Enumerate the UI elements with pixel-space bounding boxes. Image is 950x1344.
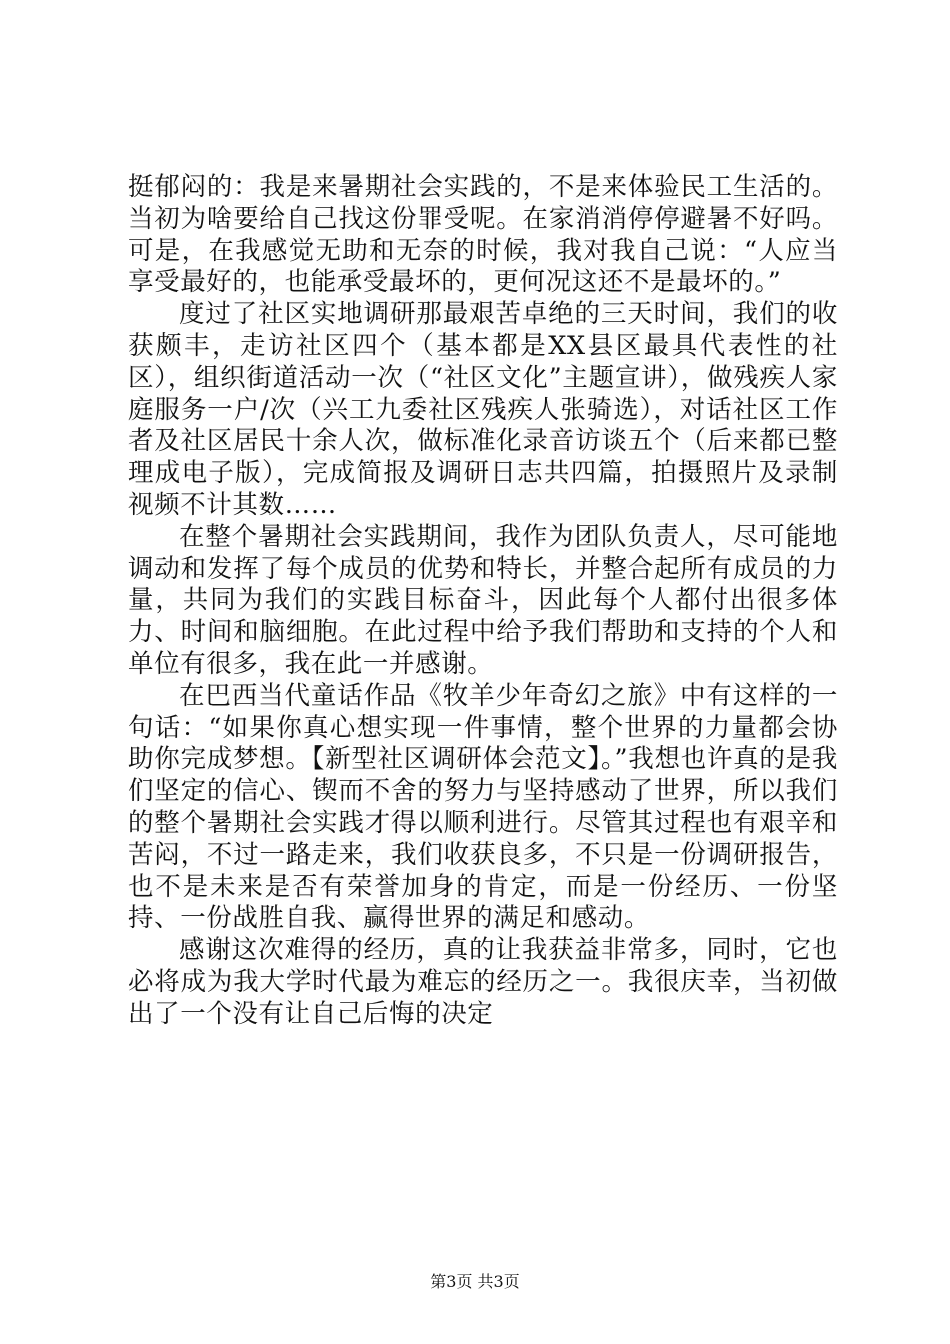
page-number-footer: 第3页 共3页: [430, 1272, 520, 1291]
paragraph-continuation: 挺郁闷的：我是来暑期社会实践的，不是来体验民工生活的。当初为啥要给自己找这份罪受呢。在家消消停停避暑不好吗。可是，在我感觉无助和无奈的时候，我对我自己说：“人应当享受最好的，也能承受最坏的，更何况这还不是最坏的。”: [128, 172, 838, 298]
paragraph-quote-reflection: 在巴西当代童话作品《牧羊少年奇幻之旅》中有这样的一句话：“如果你真心想实现一件事情，整个世界的力量都会协助你完成梦想。【新型社区调研体会范文】。”我想也许真的是我们坚定的信心、锲而不舍的努力与坚持感动了世界，所以我们的整个暑期社会实践才得以顺利进行。尽管其过程也有艰辛和苦闷，不过一路走来，我们收获良多，不只是一份调研报告，也不是未来是否有荣誉加身的肯定，而是一份经历、一份坚持、一份战胜自我、赢得世界的满足和感动。: [128, 680, 838, 934]
document-body: [128, 172, 838, 1031]
paragraph-conclusion: 感谢这次难得的经历，真的让我获益非常多，同时，它也必将成为我大学时代最为难忘的经历之一。我很庆幸，当初做出了一个没有让自己后悔的决定: [128, 935, 838, 1029]
paragraph-research-results: 度过了社区实地调研那最艰苦卓绝的三天时间，我们的收获颇丰，走访社区四个（基本都是XX县区最具代表性的社区），组织街道活动一次（“社区文化”主题宣讲），做残疾人家庭服务一户/次（兴工九委社区残疾人张骑选），对话社区工作者及社区居民十余人次，做标准化录音访谈五个（后来都已整理成电子版），完成简报及调研日志共四篇，拍摄照片及录制视频不计其数……: [128, 299, 838, 520]
paragraph-team-leadership: 在整个暑期社会实践期间，我作为团队负责人，尽可能地调动和发挥了每个成员的优势和特长，并整合起所有成员的力量，共同为我们的实践目标奋斗，因此每个人都付出很多体力、时间和脑细胞。在此过程中给予我们帮助和支持的个人和单位有很多，我在此一并感谢。: [128, 521, 838, 679]
